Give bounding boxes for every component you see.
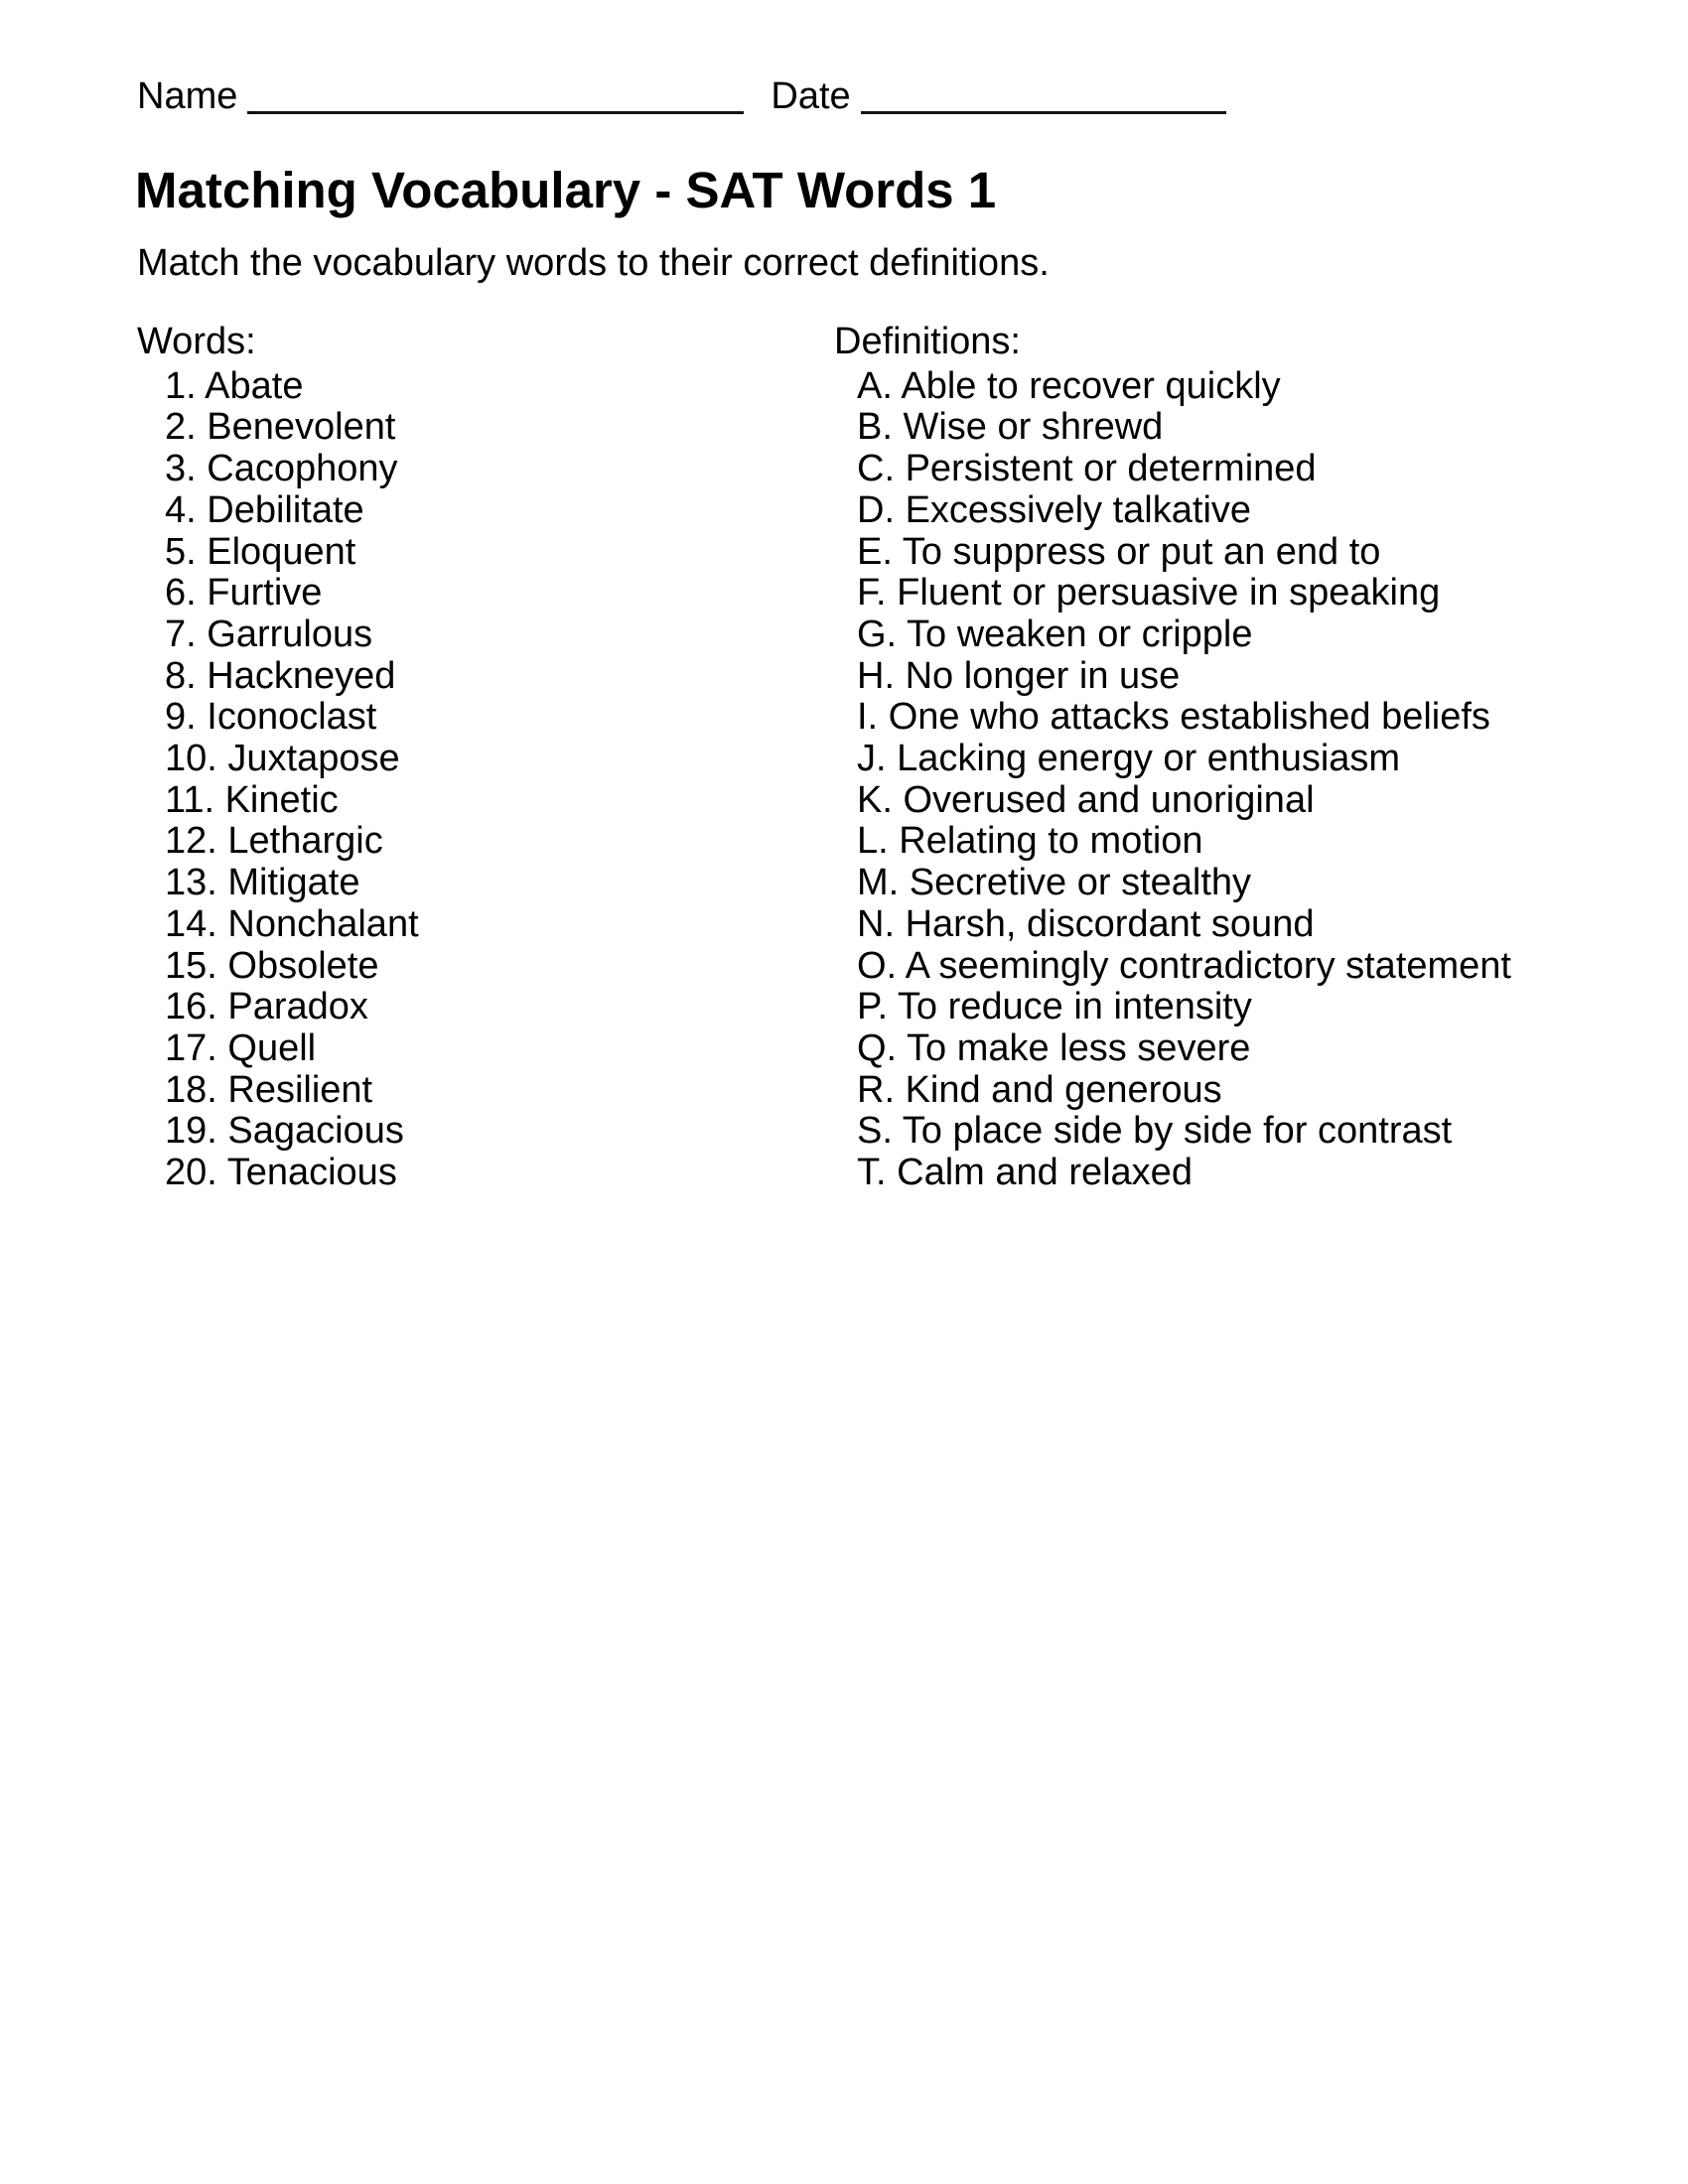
word-list-item: [137, 946, 419, 988]
definition-text: Able to recover quickly: [901, 364, 1281, 407]
definition-letter: T.: [857, 1152, 887, 1194]
definition-list-item: [834, 490, 1511, 532]
definition-text: To place side by side for contrast: [902, 1110, 1453, 1153]
definition-text: To weaken or cripple: [907, 613, 1253, 655]
word-number: 15.: [165, 944, 217, 987]
definition-letter: P.: [857, 986, 889, 1028]
definitions-column: [834, 322, 1511, 1194]
word-text: Benevolent: [207, 406, 396, 449]
definitions-header: Definitions:: [834, 321, 1021, 362]
word-number: 19.: [165, 1110, 217, 1153]
word-number: 3.: [165, 448, 197, 490]
definition-text: Lacking energy or enthusiasm: [897, 738, 1401, 780]
definition-list-item: [834, 366, 1511, 408]
definition-list-item: [834, 821, 1511, 863]
definition-list-item: [834, 739, 1511, 780]
word-text: Paradox: [227, 986, 368, 1028]
word-text: Debilitate: [207, 488, 364, 531]
date-blank-line: [861, 111, 1226, 114]
word-list-item: [137, 1028, 419, 1070]
definition-list-item: [834, 407, 1511, 449]
definition-list-item: [834, 1028, 1511, 1070]
definition-text: To reduce in intensity: [897, 986, 1252, 1028]
word-list-item: [137, 407, 419, 449]
definition-letter: L.: [857, 820, 889, 863]
name-date-row: [137, 73, 1226, 119]
word-text: Sagacious: [227, 1110, 404, 1153]
definition-list-item: [834, 449, 1511, 490]
word-text: Cacophony: [207, 448, 398, 490]
definition-letter: I.: [857, 696, 879, 739]
definition-list-item: [834, 697, 1511, 739]
definition-letter: R.: [857, 1068, 895, 1111]
definition-letter: K.: [857, 778, 893, 821]
definition-letter: F.: [857, 572, 887, 614]
word-number: 12.: [165, 820, 217, 863]
word-text: Quell: [227, 1026, 317, 1069]
definition-list-item: [834, 614, 1511, 656]
definition-text: Persistent or determined: [905, 448, 1317, 490]
word-text: Eloquent: [207, 530, 356, 573]
definitions-list: [834, 366, 1511, 1194]
word-list-item: [137, 863, 419, 904]
word-text: Hackneyed: [207, 654, 396, 697]
definition-text: Wise or shrewd: [903, 406, 1164, 449]
definition-text: Harsh, discordant sound: [905, 902, 1315, 945]
word-list-item: [137, 987, 419, 1028]
word-text: Furtive: [207, 572, 323, 614]
words-column: [137, 322, 419, 1194]
definition-text: Excessively talkative: [905, 488, 1252, 531]
word-number: 11.: [165, 778, 215, 821]
definition-list-item: [834, 1070, 1511, 1112]
definition-list-item: [834, 1111, 1511, 1153]
definition-letter: E.: [857, 530, 893, 573]
word-text: Tenacious: [226, 1152, 397, 1194]
definition-text: Kind and generous: [905, 1068, 1222, 1111]
word-text: Obsolete: [227, 944, 379, 987]
word-text: Resilient: [227, 1068, 373, 1111]
word-text: Lethargic: [227, 820, 383, 863]
definition-list-item: [834, 863, 1511, 904]
word-number: 5.: [165, 530, 197, 573]
word-number: 6.: [165, 572, 197, 614]
word-list-item: [137, 821, 419, 863]
definition-text: Overused and unoriginal: [903, 778, 1315, 821]
definition-text: One who attacks established beliefs: [888, 696, 1490, 739]
word-list-item: [137, 1153, 419, 1194]
word-number: 18.: [165, 1068, 217, 1111]
definition-letter: S.: [857, 1110, 893, 1153]
definition-text: A seemingly contradictory statement: [905, 944, 1511, 987]
word-number: 14.: [165, 902, 217, 945]
word-number: 16.: [165, 986, 217, 1028]
worksheet-title: Matching Vocabulary - SAT Words 1: [135, 162, 997, 218]
word-list-item: [137, 573, 419, 614]
definition-list-item: [834, 573, 1511, 614]
instruction-text: Match the vocabulary words to their correct definitions.: [137, 242, 1050, 284]
definition-list-item: [834, 987, 1511, 1028]
name-label: Name: [137, 75, 238, 117]
definition-list-item: [834, 1153, 1511, 1194]
definition-letter: H.: [857, 654, 895, 697]
definition-text: Relating to motion: [899, 820, 1203, 863]
word-list-item: [137, 366, 419, 408]
word-list-item: [137, 904, 419, 946]
definition-letter: G.: [857, 613, 898, 655]
definition-list-item: [834, 656, 1511, 698]
word-text: Kinetic: [224, 778, 339, 821]
word-number: 20.: [165, 1152, 217, 1194]
word-text: Juxtapose: [227, 738, 400, 780]
definition-list-item: [834, 946, 1511, 988]
definition-list-item: [834, 532, 1511, 574]
definition-letter: D.: [857, 488, 895, 531]
word-number: 13.: [165, 862, 217, 904]
word-text: Nonchalant: [227, 902, 419, 945]
definition-letter: O.: [857, 944, 898, 987]
definition-letter: N.: [857, 902, 895, 945]
word-number: 17.: [165, 1026, 217, 1069]
word-text: Garrulous: [207, 613, 373, 655]
definition-letter: Q.: [857, 1026, 898, 1069]
word-list-item: [137, 614, 419, 656]
word-list-item: [137, 1070, 419, 1112]
definition-text: Calm and relaxed: [897, 1152, 1193, 1194]
word-list-item: [137, 449, 419, 490]
definition-list-item: [834, 904, 1511, 946]
definition-text: To suppress or put an end to: [902, 530, 1381, 573]
word-number: 9.: [165, 696, 197, 739]
word-number: 10.: [165, 738, 217, 780]
word-list-item: [137, 656, 419, 698]
word-number: 8.: [165, 654, 197, 697]
word-number: 1.: [165, 364, 197, 407]
word-list-item: [137, 1111, 419, 1153]
definition-text: Secretive or stealthy: [909, 862, 1252, 904]
words-header: Words:: [137, 321, 256, 362]
definition-letter: B.: [857, 406, 893, 449]
name-blank-line: [247, 111, 744, 114]
word-list-item: [137, 739, 419, 780]
word-text: Abate: [205, 364, 304, 407]
definition-text: No longer in use: [905, 654, 1181, 697]
word-number: 2.: [165, 406, 197, 449]
word-list-item: [137, 780, 419, 822]
word-number: 4.: [165, 488, 197, 531]
word-text: Mitigate: [227, 862, 360, 904]
word-number: 7.: [165, 613, 197, 655]
word-text: Iconoclast: [207, 696, 377, 739]
definition-text: To make less severe: [907, 1026, 1251, 1069]
date-label: Date: [771, 75, 851, 117]
definition-text: Fluent or persuasive in speaking: [897, 572, 1441, 614]
word-list-item: [137, 697, 419, 739]
definition-letter: J.: [857, 738, 887, 780]
word-list-item: [137, 532, 419, 574]
definition-list-item: [834, 780, 1511, 822]
words-list: [137, 366, 419, 1194]
definition-letter: A.: [857, 364, 893, 407]
definition-letter: C.: [857, 448, 895, 490]
word-list-item: [137, 490, 419, 532]
definition-letter: M.: [857, 862, 900, 904]
